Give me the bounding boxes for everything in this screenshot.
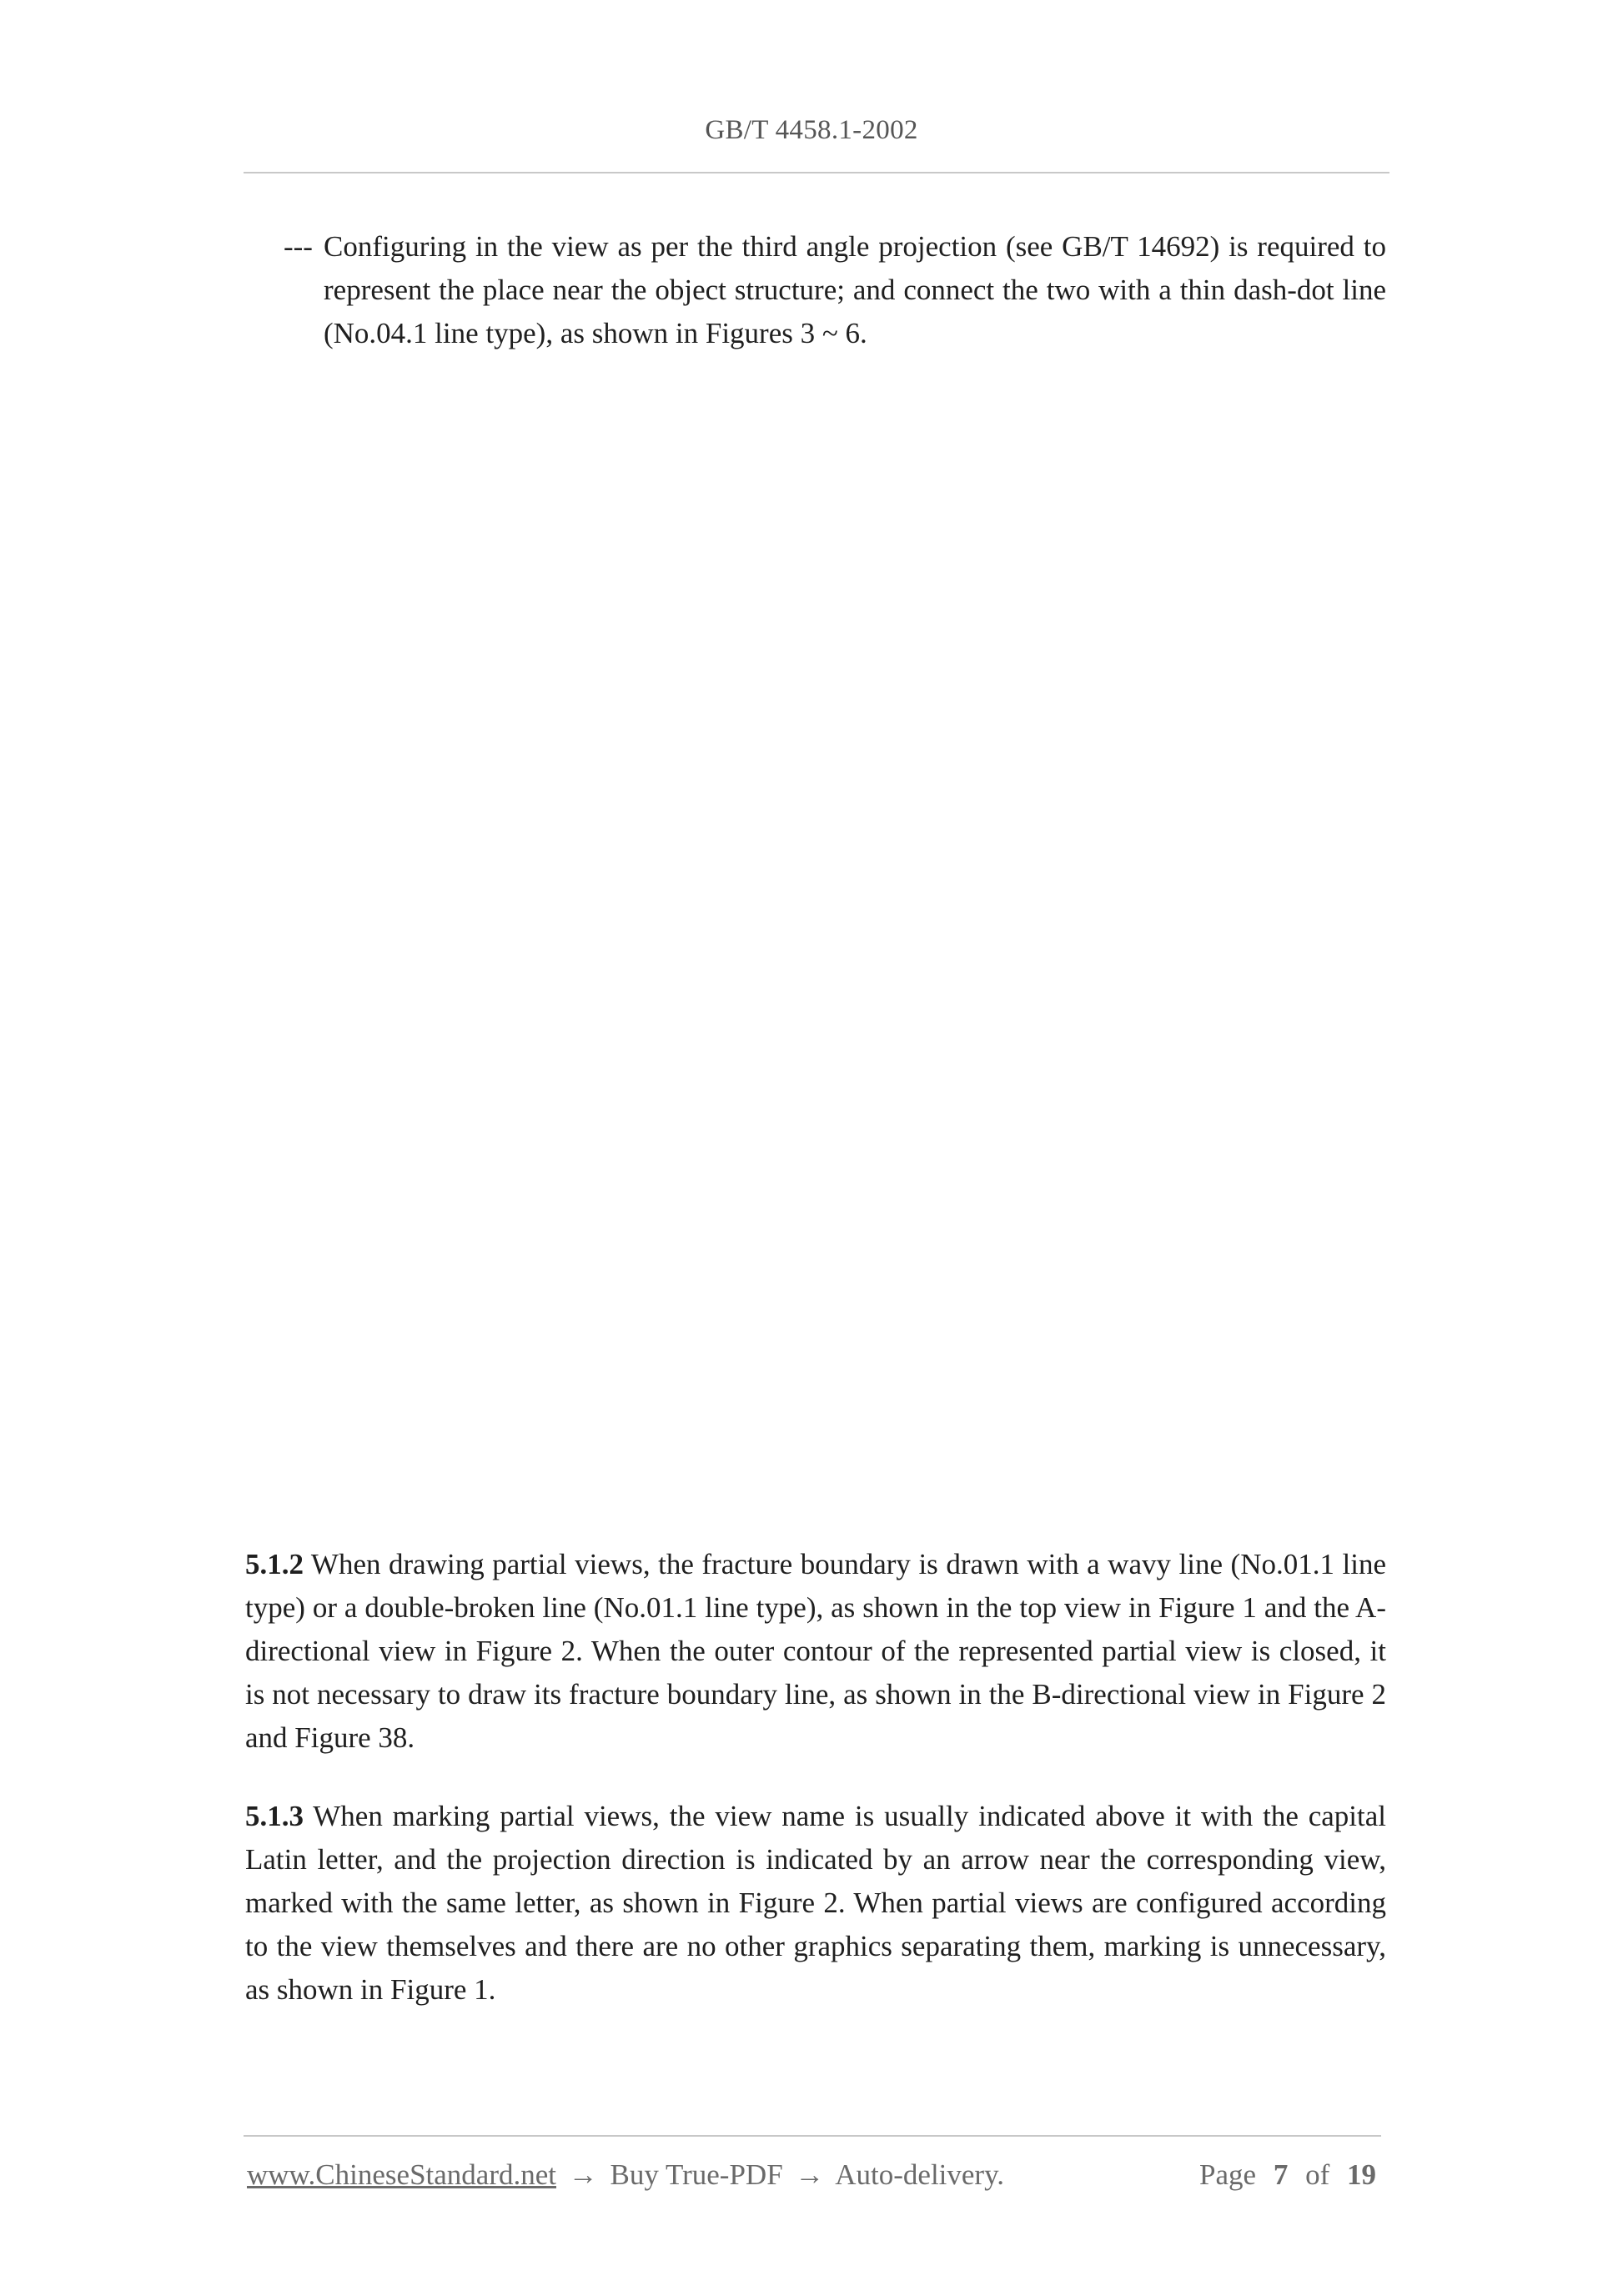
clause-number: 5.1.2 (245, 1548, 304, 1580)
clause-5-1-2 (245, 1543, 1386, 1760)
footer-step-delivery: Auto-delivery. (835, 2158, 1005, 2191)
page-current: 7 (1273, 2158, 1289, 2191)
of-word: of (1305, 2158, 1330, 2191)
page-word: Page (1199, 2158, 1257, 2191)
clause-5-1-3 (245, 1795, 1386, 2012)
dash-marker: --- (284, 230, 313, 263)
header-divider (244, 172, 1389, 173)
document-header-id: GB/T 4458.1-2002 (705, 115, 918, 145)
arrow-right-icon: → (795, 2158, 825, 2191)
clause-text: When marking partial views, the view name is usually indicated above it with the capital Latin letter, and the projection direction is indicated by an arrow near the corresponding view, marked with the same letter, as shown in Figure 2. When partial views are configured according to the view themselves and there are no other graphics separating them, marking is unnecessary, as shown in Figure 1. (245, 1800, 1386, 2006)
page-total: 19 (1347, 2158, 1376, 2191)
clause-text: When drawing partial views, the fracture boundary is drawn with a wavy line (No.01.1 line type) or a double-broken line (No.01.1 line type), as shown in the top view in Figure 1 and the A-directional view in Figure 2. When the outer contour of the represented partial view is closed, it is not necessary to draw its fracture boundary line, as shown in the B-directional view in Figure 2 and Figure 38. (245, 1548, 1386, 1754)
dash-list-item (284, 225, 1386, 355)
clause-number: 5.1.3 (245, 1800, 304, 1832)
footer-divider (244, 2135, 1381, 2137)
arrow-right-icon: → (568, 2158, 598, 2191)
footer-step-buy: Buy True-PDF (610, 2158, 783, 2191)
dash-item-text: Configuring in the view as per the third angle projection (see GB/T 14692) is required to represent the place near the object structure; and connect the two with a thin dash-dot line (No.04.1 line type), as shown in Figures 3 ~ 6. (324, 230, 1386, 349)
page-counter (1199, 2158, 1376, 2192)
footer-promo (247, 2158, 1004, 2192)
website-link[interactable]: www.ChineseStandard.net (247, 2158, 556, 2191)
